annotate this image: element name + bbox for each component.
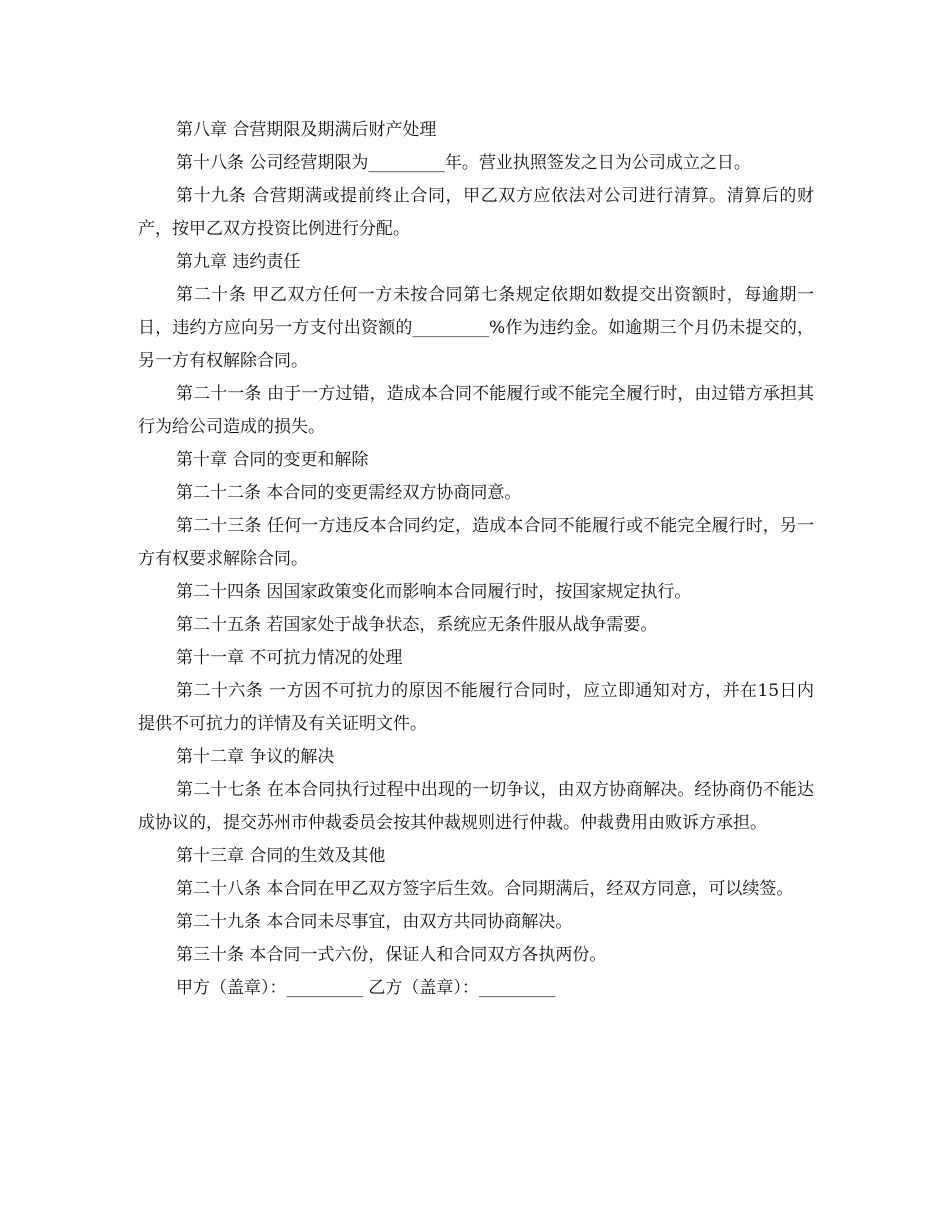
article-20: 第二十条 甲乙双方任何一方未按合同第七条规定依期如数提交出资额时，每逾期一日，违约方应向另一方支付出资额的_________%作为违约金。如逾期三个月仍未提交的，另一方有权解除合同。 (138, 285, 814, 371)
document-body (138, 114, 814, 1005)
article-25: 第二十五条 若国家处于战争状态，系统应无条件服从战争需要。 (176, 615, 658, 635)
article-28: 第二十八条 本合同在甲乙双方签字后生效。合同期满后，经双方同意，可以续签。 (176, 879, 794, 899)
article-22: 第二十二条 本合同的变更需经双方协商同意。 (176, 483, 522, 503)
article-19: 第十九条 合营期满或提前终止合同，甲乙双方应依法对公司进行清算。清算后的财产，按甲乙双方投资比例进行分配。 (138, 186, 814, 239)
article-21: 第二十一条 由于一方过错，造成本合同不能履行或不能完全履行时，由过错方承担其行为给公司造成的损失。 (138, 384, 814, 437)
article-24: 第二十四条 因国家政策变化而影响本合同履行时，按国家规定执行。 (176, 582, 692, 602)
chapter-12-heading: 第十二章 争议的解决 (176, 747, 335, 767)
article-30: 第三十条 本合同一式六份，保证人和合同双方各执两份。 (176, 945, 607, 965)
chapter-9-heading: 第九章 违约责任 (176, 252, 301, 272)
signature-line: 甲方（盖章）：_________ 乙方（盖章）：_________ (176, 978, 556, 998)
article-27: 第二十七条 在本合同执行过程中出现的一切争议，由双方协商解决。经协商仍不能达成协议的，提交苏州市仲裁委员会按其仲裁规则进行仲裁。仲裁费用由败诉方承担。 (138, 780, 814, 833)
article-29: 第二十九条 本合同未尽事宜，由双方共同协商解决。 (176, 912, 573, 932)
article-18: 第十八条 公司经营期限为_________年。营业执照签发之日为公司成立之日。 (176, 153, 751, 173)
article-26: 第二十六条 一方因不可抗力的原因不能履行合同时，应立即通知对方，并在15日内提供不可抗力的详情及有关证明文件。 (138, 681, 814, 734)
chapter-11-heading: 第十一章 不可抗力情况的处理 (176, 648, 403, 668)
article-23: 第二十三条 任何一方违反本合同约定，造成本合同不能履行或不能完全履行时，另一方有权要求解除合同。 (138, 516, 814, 569)
chapter-10-heading: 第十章 合同的变更和解除 (176, 450, 369, 470)
chapter-8-heading: 第八章 合营期限及期满后财产处理 (176, 120, 437, 140)
chapter-13-heading: 第十三章 合同的生效及其他 (176, 846, 386, 866)
